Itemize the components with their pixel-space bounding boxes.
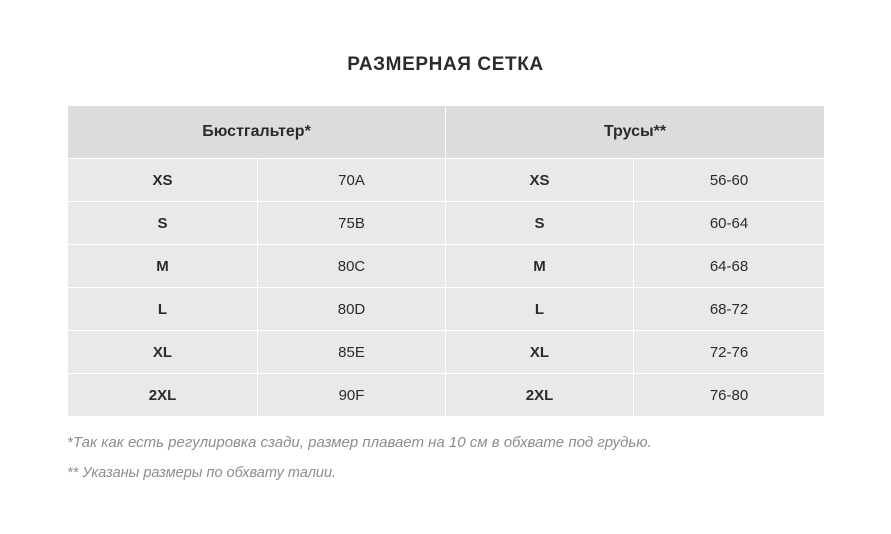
bra-value: 85E (258, 331, 446, 374)
panty-value: 56-60 (634, 159, 825, 202)
panty-size: M (446, 245, 634, 288)
page-title: РАЗМЕРНАЯ СЕТКА (347, 54, 544, 75)
size-table (67, 105, 825, 417)
table-header-row (68, 106, 825, 159)
bra-value: 90F (258, 374, 446, 417)
bra-size: S (68, 202, 258, 245)
panty-value: 72-76 (634, 331, 825, 374)
panty-size: S (446, 202, 634, 245)
bra-value: 75B (258, 202, 446, 245)
bra-size: L (68, 288, 258, 331)
table-row (68, 159, 825, 202)
size-table-container (67, 105, 824, 417)
panty-size: 2XL (446, 374, 634, 417)
table-row (68, 331, 825, 374)
panty-value: 64-68 (634, 245, 825, 288)
bra-size: XS (68, 159, 258, 202)
panty-size: XL (446, 331, 634, 374)
panty-value: 76-80 (634, 374, 825, 417)
column-header-bra: Бюстгальтер* (68, 106, 446, 159)
footnote-bra: *Так как есть регулировка сзади, размер плавает на 10 см в обхвате под грудью. (67, 434, 652, 451)
bra-size: 2XL (68, 374, 258, 417)
panty-value: 68-72 (634, 288, 825, 331)
notes-block (67, 428, 847, 488)
table-row (68, 245, 825, 288)
footnote-panty: ** Указаны размеры по обхвату талии. (67, 465, 337, 481)
table-row (68, 374, 825, 417)
table-row (68, 202, 825, 245)
bra-size: M (68, 245, 258, 288)
panty-value: 60-64 (634, 202, 825, 245)
bra-value: 80C (258, 245, 446, 288)
bra-value: 80D (258, 288, 446, 331)
panty-size: L (446, 288, 634, 331)
bra-size: XL (68, 331, 258, 374)
bra-value: 70A (258, 159, 446, 202)
panty-size: XS (446, 159, 634, 202)
table-row (68, 288, 825, 331)
column-header-panty: Трусы** (446, 106, 825, 159)
